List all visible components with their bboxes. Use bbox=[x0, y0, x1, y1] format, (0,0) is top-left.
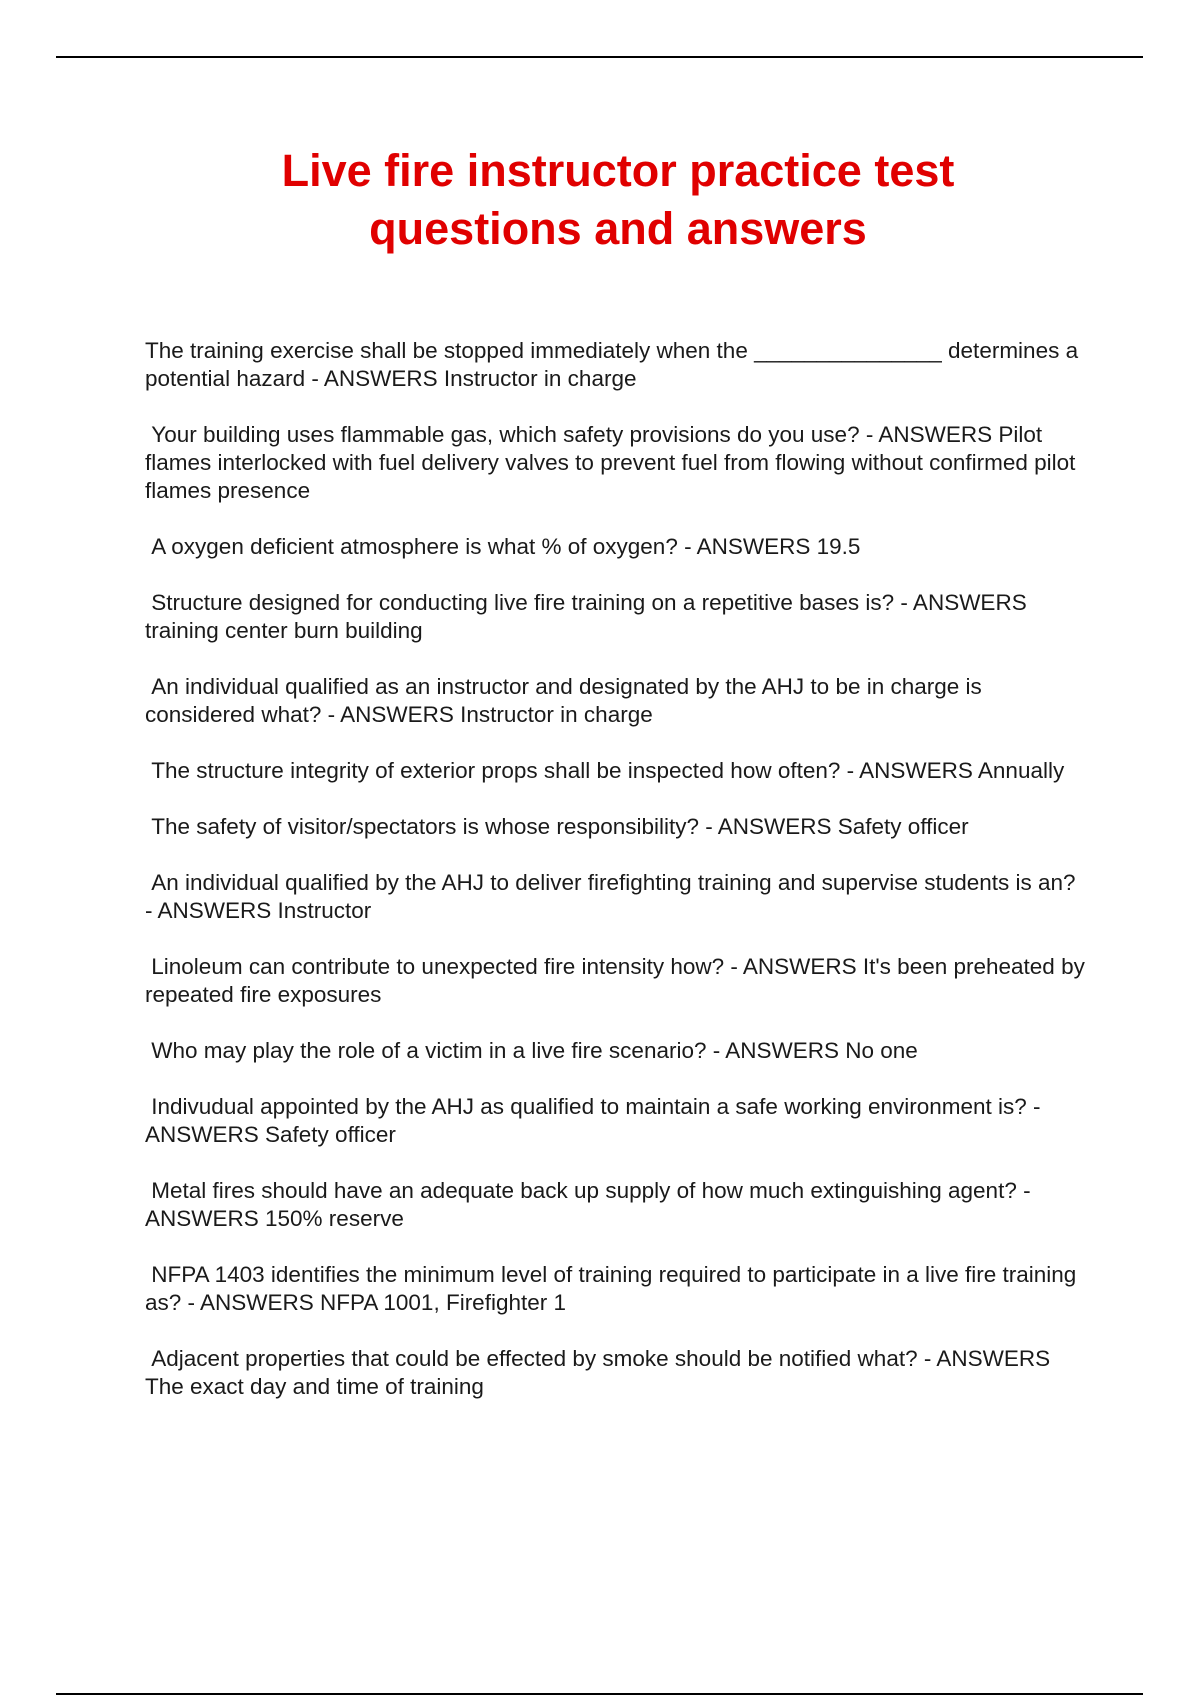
bottom-rule bbox=[56, 1693, 1143, 1695]
qa-item-6: The structure integrity of exterior props shall be inspected how often? - ANSWERS Annually bbox=[145, 758, 1065, 783]
qa-item-7: The safety of visitor/spectators is whose responsibility? - ANSWERS Safety officer bbox=[145, 814, 969, 839]
qa-item-1: The training exercise shall be stopped immediately when the _______________ determines a potential hazard - ANSWERS Instructor in charge bbox=[145, 338, 1085, 391]
qa-item-2: Your building uses flammable gas, which safety provisions do you use? - ANSWERS Pilot flames interlocked with fuel delivery valves to prevent fuel from flowing without confirmed pilot flames presence bbox=[145, 422, 1082, 503]
qa-item-8: An individual qualified by the AHJ to deliver firefighting training and supervise students is an? - ANSWERS Instructor bbox=[145, 870, 1082, 923]
qa-item-9: Linoleum can contribute to unexpected fire intensity how? - ANSWERS It's been preheated by repeated fire exposures bbox=[145, 954, 1092, 1007]
qa-item-3: A oxygen deficient atmosphere is what % of oxygen? - ANSWERS 19.5 bbox=[145, 534, 861, 559]
title-line-2: questions and answers bbox=[369, 203, 867, 254]
page-title bbox=[0, 142, 1200, 258]
qa-item-4: Structure designed for conducting live fire training on a repetitive bases is? - ANSWERS training center burn building bbox=[145, 590, 1033, 643]
top-rule bbox=[56, 56, 1143, 58]
qa-item-13: NFPA 1403 identifies the minimum level of training required to participate in a live fire training as? - ANSWERS NFPA 1001, Firefighter 1 bbox=[145, 1262, 1083, 1315]
qa-item-5: An individual qualified as an instructor and designated by the AHJ to be in charge is considered what? - ANSWERS Instructor in charge bbox=[145, 674, 989, 727]
qa-item-10: Who may play the role of a victim in a live fire scenario? - ANSWERS No one bbox=[145, 1038, 918, 1063]
qa-list bbox=[145, 337, 1092, 1429]
title-line-1: Live fire instructor practice test bbox=[281, 145, 955, 196]
qa-item-11: Indivudual appointed by the AHJ as qualified to maintain a safe working environment is? - ANSWERS Safety officer bbox=[145, 1094, 1046, 1147]
qa-item-12: Metal fires should have an adequate back up supply of how much extinguishing agent? - ANSWERS 150% reserve bbox=[145, 1178, 1036, 1231]
qa-item-14: Adjacent properties that could be effected by smoke should be notified what? - ANSWERS The exact day and time of training bbox=[145, 1346, 1056, 1399]
